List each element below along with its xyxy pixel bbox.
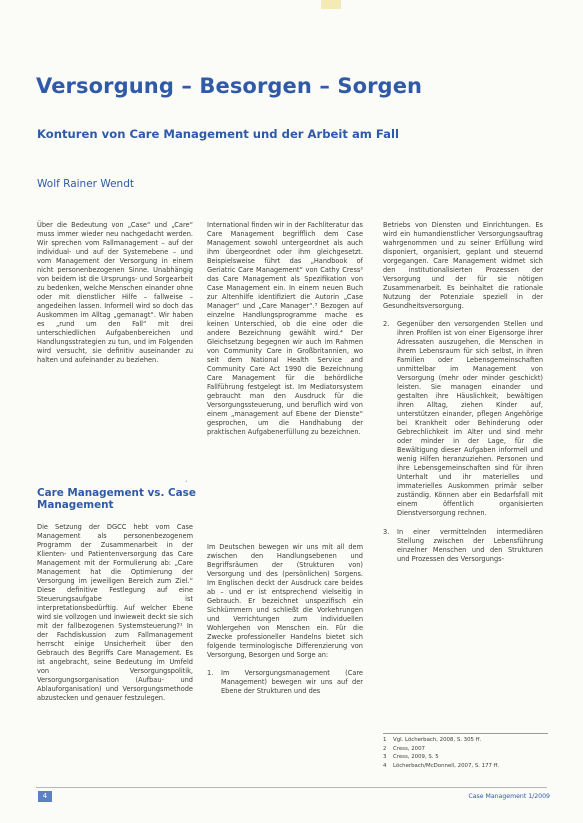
footnote	[383, 745, 548, 754]
footnote-number: 1	[383, 737, 387, 743]
column-1-intro	[37, 221, 193, 365]
section-paragraph: Die Setzung der DGCC hebt vom Case Management als personenbezogenem Programm der Zusammenarbeit in der Klienten- und Patientenversorgung das Care Management mit der Formulierung ab: „Care Management hat die Optimierung der Versorgung im jeweiligen Bereich zum Ziel.“ Diese definitive Festlegung auf eine Steuerungsaufgabe ist interpretationsbedürftig. Auf welcher Ebene wird sie vollzogen und inwieweit deckt sie sich mit der fallbezogenen Systemsteuerung?¹ In der Fachdiskussion zum Fallmanagement herrscht einige Unsicherheit über den Gebrauch des Begriffs Care Management. Es ist angebracht, seine Bedeutung im Umfeld von Versorgungspolitik, Versorgungsorganisation (Aufbau- und Ablauforganisation) und Versorgungsmethode abzustecken und genauer festzulegen.	[37, 523, 193, 703]
article-title: Versorgung – Besorgen – Sorgen	[36, 74, 423, 98]
list-item-text: Im Versorgungsmanagement (Care Management) bewegen wir uns auf der Ebene der Strukturen und des	[221, 669, 363, 696]
column-2-paragraph-a: International finden wir in der Fachliteratur das Care Management begrifflich dem Case Management sowohl untergeordnet als auch ihm übergeordnet oder ihm gleichgesetzt. Beispielsweise führt das „Handbook of Geriatric Care Management“ von Cathy Cress² das Care Management als Spezifikation von Case Management ein. In einem neuen Buch zur Altenhilfe identifiziert die Autorin „Case Manager“ und „Care Manager“.³ Bezogen auf einzelne Handlungsprogramme mache es keinen Unterschied, ob die eine oder die andere Bezeichnung gewählt wird.⁴ Der Gleichsetzung begegnen wir auch im Rahmen von Community Care in Großbritannien, wo seit dem National Health Service and Community Care Act 1990 die Bezeichnung Care Management für die behördliche Fallführung festgelegt ist. Im Mediatorsystem gebraucht man den Ausdruck für die Versorgungssteuerung, und beruflich wird von einem „management auf Ebene der Dienste“ gesprochen, um die Handhabung der praktischen Aufgabenerfüllung zu bezeichnen.	[207, 221, 363, 437]
intro-paragraph: Über die Bedeutung von „Case“ und „Care“ muss immer wieder neu nachgedacht werden. Wir sprechen vom Fallmanagement – auf der individual- und auf der Systemebene – und vom Management der Versorgung in einem nicht personenbezogenen Sinne. Unabhängig von beidem ist die Ursprungs- und Sorgearbeit zu bedenken, welche Menschen einander ohne oder mit dienstlicher Hilfe – fallweise – angedeihen lassen. Informell wird so doch das Auskommen im Alltag „gemanagt“. Wir haben es „rund um den Fall“ mit drei unterschiedlichen Aufgabenbereichen und Handlungsstrategien zu tun, und im Folgenden wird versucht, sie definitiv auseinander zu halten und aufeinander zu beziehen.	[37, 221, 193, 365]
column-2-top	[207, 221, 363, 437]
list-item	[383, 528, 543, 564]
footnote	[383, 753, 548, 762]
column-2-numbered-list	[207, 669, 363, 696]
column-2-paragraph-b: Im Deutschen bewegen wir uns mit all dem zwischen den Handlungsebenen und Begriffsräumen der (Strukturen von) Versorgung und des (persönlichen) Sorgens. Im Englischen deckt der Ausdruck care beides ab – und er ist entsprechend vielseitig in Gebrauch. Er bezeichnet unspezifisch ein Sichkümmern und schließt die Vorkehrungen und Verrichtungen zum individuellen Wohlergehen von Menschen ein. Für die Zwecke professioneller Handelns bietet sich folgende terminologische Differenzierung von Versorgung, Besorgen und Sorge an:	[207, 543, 363, 660]
footnote-text: Cress, 2007	[393, 745, 425, 752]
top-color-tab	[321, 0, 341, 9]
page-number: 4	[38, 791, 52, 802]
list-item-text: Gegenüber den versorgenden Stellen und ihren Profilen ist von einer Eigensorge ihrer Adressaten auszugehen, die Menschen in ihrem Lebensraum für sich selbst, in ihren Familien oder Lebensgemeinschaften unmittelbar im Management von Versorgung (mehr oder minder geschickt) leisten. Sie managen einander und gestalten ihre Häuslichkeit, bewältigen ihren Alltag, ziehen Kinder auf, unterstützen einander, pflegen Angehörige bei Krankheit oder Behinderung oder Gebrechlichkeit im Alter und sind mehr oder minder in der Lage, für die Bewältigung dieser Aufgaben informell und wenig Hilfen heranzuziehen. Personen und ihre Lebensgemeinschaften sind für ihren Unterhalt und ihr materielles und immaterielles Auskommen primär selber zuständig. Können aber ein Bedarfsfall mit einem öffentlich organisierten Dienstversorgung rechnen.	[397, 320, 543, 518]
footer-divider	[36, 787, 547, 788]
article-author: Wolf Rainer Wendt	[37, 178, 134, 190]
footnote-text: Vgl. Löcherbach, 2008, S. 305 ff.	[393, 737, 482, 743]
margin-pencil-mark: ˊ	[184, 480, 188, 489]
footnote-number: 4	[383, 763, 387, 770]
list-item-number: 3.	[383, 527, 390, 536]
footnote-text: Löcherbach/McDonnell, 2007, S. 177 ff.	[393, 763, 500, 770]
article-subtitle: Konturen von Care Management und der Arbeit am Fall	[37, 127, 399, 141]
list-item	[207, 669, 363, 696]
footnote	[383, 736, 548, 745]
column-3	[383, 221, 543, 564]
column-3-numbered-list	[383, 320, 543, 563]
journal-issue: Case Management 1/2009	[468, 793, 550, 800]
list-item	[383, 320, 543, 518]
list-item-number: 1.	[207, 669, 214, 678]
footnotes	[383, 733, 548, 771]
column-3-paragraph-a: Betriebs von Diensten und Einrichtungen. Es wird ein humandienstlicher Versorgungsauftrag wahrgenommen und zu seiner Erfüllung wird disponiert, organisiert, geplant und steuernd vorgegangen. Care Management widmet sich den institutionalisierten Prozessen der Versorgung und der für sie nötigen Zusammenarbeit. Es beinhaltet die rationale Nutzung der Potenziale speziell in der Gesundheitsversorgung.	[383, 221, 543, 311]
footnote	[383, 762, 548, 771]
list-item-text: In einer vermittelnden intermediären Stellung zwischen der Lebensführung einzelner Menschen und den Strukturen und Prozessen des Versorgungs-	[397, 527, 543, 563]
footnote-text: Cress, 2009, S. 5	[393, 754, 439, 761]
footnote-number: 2	[383, 745, 387, 752]
column-2-bottom	[207, 543, 363, 696]
footnote-number: 3	[383, 754, 387, 761]
list-item-number: 2.	[383, 320, 390, 329]
column-1-section	[37, 523, 193, 703]
section-heading-care-vs-case: Care Management vs. Case Management	[37, 487, 196, 511]
